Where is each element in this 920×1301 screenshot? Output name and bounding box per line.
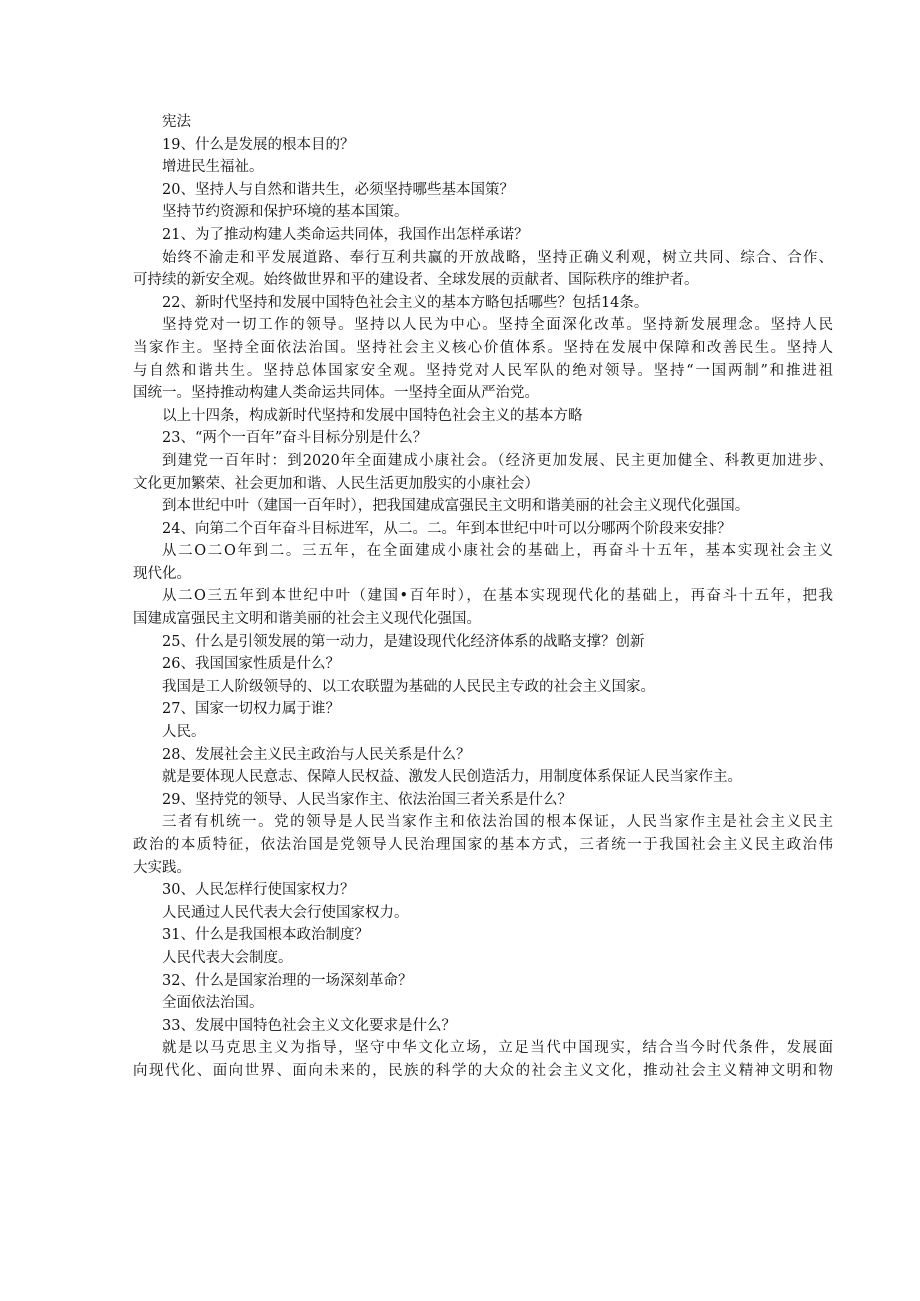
text-line: 31、什么是我国根本政治制度？ [162, 927, 369, 944]
text-line: 宪法 [162, 114, 191, 130]
text-line: 29、坚持党的领导、人民当家作主、依法治国三者关系是什么？ [162, 791, 572, 808]
text-line: 人民。 [162, 724, 206, 741]
text-line: 21、为了推动构建人类命运共同体，我国作出怎样承诺？ [162, 226, 529, 243]
text-line: 就是要体现人民意志、保障人民权益、激发人民创造活力，用制度体系保证人民当家作主。 [162, 769, 742, 786]
text-line: 到本世纪中叶（建国一百年时），把我国建成富强民主文明和谐美丽的社会主义现代化强国。 [162, 498, 750, 515]
text-line: 26、我国国家性质是什么？ [162, 656, 340, 673]
text-line: 国建成富强民主文明和谐美丽的社会主义现代化强国。 [133, 611, 481, 628]
text-line: 22、新时代坚持和发展中国特色社会主义的基本方略包括哪些？包括14条。 [162, 294, 649, 311]
text-line: 23、“两个一百年”奋斗目标分别是什么？ [162, 430, 428, 447]
text-line: 以上十四条，构成新时代坚持和发展中国特色社会主义的基本方略 [162, 407, 583, 424]
text-line: 全面依法治国。 [162, 995, 264, 1012]
text-line: 人民代表大会制度。 [162, 949, 293, 966]
text-line: 当家作主。坚持全面依法治国。坚持社会主义核心价值体系。坚持在发展中保障和改善民生。坚持人 [133, 339, 833, 356]
text-line: 三者有机统一。党的领导是人民当家作主和依法治国的根本保证，人民当家作主是社会主义民主 [162, 814, 833, 831]
text-line: 向现代化、面向世界、面向未来的，民族的科学的大众的社会主义文化，推动社会主义精神文明和物 [133, 1062, 833, 1079]
text-line: 就是以马克思主义为指导，坚守中华文化立场，立足当代中国现实，结合当今时代条件，发展面 [162, 1040, 833, 1057]
text-line: 20、坚持人与自然和谐共生，必须坚持哪些基本国策？ [162, 181, 514, 198]
text-line: 增进民生福祉。 [162, 159, 264, 176]
text-line: 28、发展社会主义民主政治与人民关系是什么？ [162, 746, 471, 763]
text-line: 我国是工人阶级领导的、以工农联盟为基础的人民民主专政的社会主义国家。 [162, 678, 655, 695]
text-line: 始终不渝走和平发展道路、奉行互利共赢的开放战略，坚持正确义利观，树立共同、综合、合作、 [162, 249, 833, 266]
text-line: 25、什么是引领发展的第一动力，是建设现代化经济体系的战略支撑？创新 [162, 633, 645, 650]
text-line: 30、人民怎样行使国家权力？ [162, 882, 355, 899]
document-body [133, 111, 833, 1083]
text-line: 24、向第二个百年奋斗目标进军，从二。二。年到本世纪中叶可以分哪两个阶段来安排？ [162, 520, 732, 537]
text-line: 从二O二O年到二。三五年，在全面建成小康社会的基础上，再奋斗十五年，基本实现社会主义 [162, 543, 833, 560]
text-line: 从二O三五年到本世纪中叶（建国•百年时），在基本实现现代化的基础上，再奋斗十五年，把我 [162, 588, 833, 605]
text-line: 19、什么是发展的根本目的？ [162, 136, 355, 153]
text-line: 现代化。 [133, 565, 191, 582]
text-line: 坚持节约资源和保护环境的基本国策。 [162, 204, 409, 221]
text-line: 人民通过人民代表大会行使国家权力。 [162, 904, 409, 921]
text-line: 政治的本质特征，依法治国是党领导人民治理国家的基本方式，三者统一于我国社会主义民主政治伟 [133, 837, 833, 853]
text-line: 坚持党对一切工作的领导。坚持以人民为中心。坚持全面深化改革。坚持新发展理念。坚持人民 [162, 317, 833, 334]
text-line: 可持续的新安全观。始终做世界和平的建设者、全球发展的贡献者、国际秩序的维护者。 [133, 272, 699, 289]
text-line: 27、国家一切权力属于谁？ [162, 701, 340, 718]
text-line: 国统一。坚持推动构建人类命运共同体。一坚持全面从严治党。 [133, 385, 539, 402]
text-line: 与自然和谐共生。坚持总体国家安全观。坚持党对人民军队的绝对领导。坚持“一国两制”和推进祖 [133, 362, 833, 379]
text-line: 文化更加繁荣、社会更加和谐、人民生活更加殷实的小康社会） [133, 475, 539, 492]
text-line: 32、什么是国家治理的一场深刻革命？ [162, 972, 413, 989]
text-line: 大实践。 [133, 859, 191, 876]
text-line: 到建党一百年时：到2020年全面建成小康社会。（经济更加发展、民主更加健全、科教更加进步、 [162, 452, 833, 469]
text-line: 33、发展中国特色社会主义文化要求是什么？ [162, 1017, 456, 1034]
